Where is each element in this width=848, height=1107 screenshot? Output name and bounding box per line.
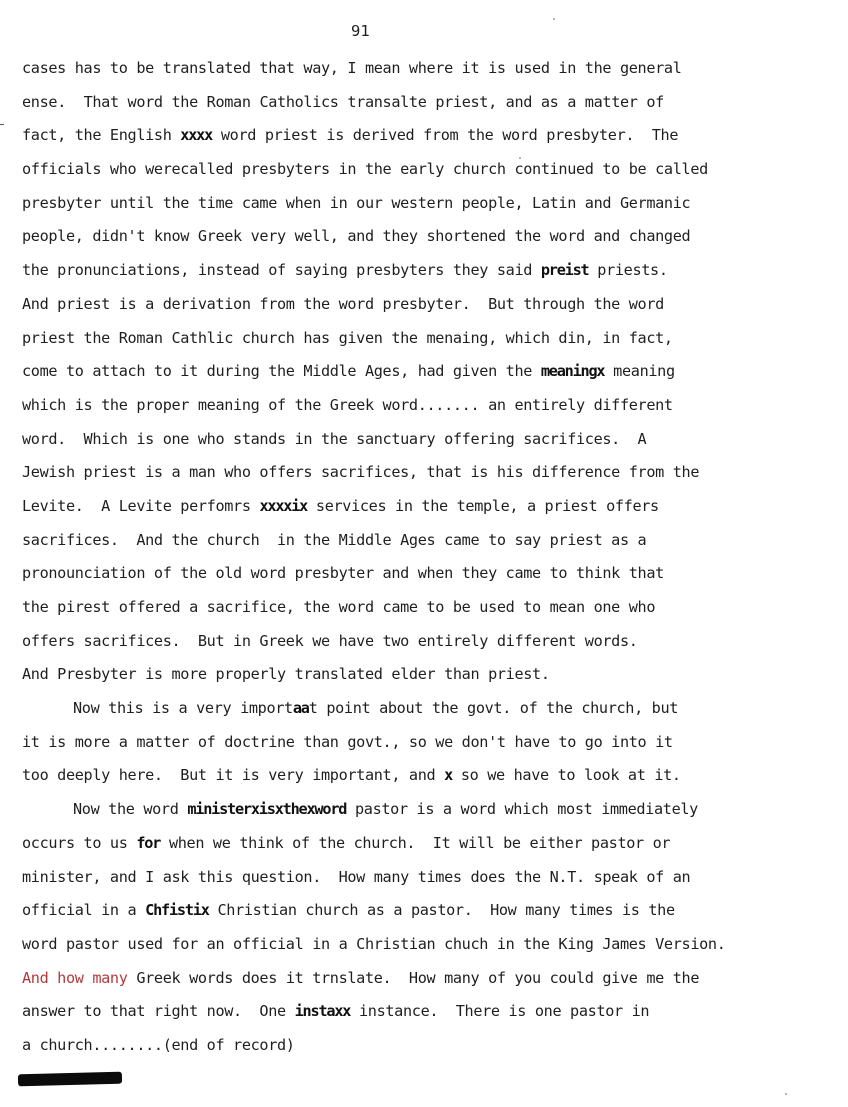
line-text: Christian church as a pastor. How many times is the <box>208 901 675 920</box>
line-text: the pirest offered a sacrifice, the word came to be used to mean one who <box>22 598 656 616</box>
line-text: services in the temple, a priest offers <box>307 496 659 515</box>
line-text: presbyter until the time came when in our western people, Latin and Germanic <box>22 193 691 212</box>
text-line <box>22 460 842 494</box>
line-text: minister, and I ask this question. How many times does the N.T. speak of an <box>22 867 691 886</box>
line-text: occurs to us <box>22 833 137 852</box>
line-text: t point about the govt. of the church, but <box>308 699 679 718</box>
line-text: sacrifices. And the church in the Middle Ages came to say priest as a <box>22 530 647 549</box>
text-line <box>22 359 842 393</box>
text-line <box>22 494 842 528</box>
text-line <box>22 831 842 865</box>
margin-mark <box>0 124 4 125</box>
text-line <box>22 292 842 326</box>
line-text: word priest is derived from the word presbyter. The <box>212 126 679 145</box>
line-text: a church........(end of record) <box>22 1035 295 1054</box>
line-text: officials who werecalled presbyters in the early church continued to be called <box>22 160 708 179</box>
overstruck-text: xxxx <box>180 126 213 145</box>
overstruck-text: xxxxix <box>259 496 308 515</box>
line-text: And how many <box>22 968 128 987</box>
line-text: Now this is a very import <box>73 699 293 718</box>
line-text: fact, the English <box>22 126 181 145</box>
text-line <box>22 56 842 90</box>
text-line <box>22 393 842 427</box>
text-line <box>22 157 842 191</box>
line-text: official in a <box>22 901 146 920</box>
redaction-mark <box>18 1072 122 1087</box>
overstruck-text: preist <box>540 261 589 280</box>
line-text: priests. <box>588 261 668 280</box>
paper-speck <box>785 1093 787 1095</box>
paper-speck <box>519 157 521 159</box>
text-line <box>22 797 842 831</box>
text-line <box>22 629 842 663</box>
overstruck-text: Chfistix <box>145 901 209 920</box>
page-number: 91 <box>351 22 370 40</box>
line-text: cases has to be translated that way, I mean where it is used in the general <box>22 59 682 77</box>
line-text: answer to that right now. One <box>22 1002 295 1021</box>
line-text: it is more a matter of doctrine than govt., so we don't have to go into it <box>22 732 673 751</box>
line-text: word pastor used for an official in a Christian chuch in the King James Version. <box>22 934 726 953</box>
overstruck-text: instaxx <box>294 1002 351 1021</box>
line-text: pastor is a word which most immediately <box>346 800 698 819</box>
overstruck-text: ministerxisxthexword <box>187 800 347 819</box>
text-line <box>22 999 842 1033</box>
text-line <box>22 865 842 899</box>
text-line <box>22 224 842 258</box>
text-line <box>22 427 842 461</box>
line-text: Jewish priest is a man who offers sacrifices, that is his difference from the <box>22 463 700 482</box>
text-line <box>22 966 842 1000</box>
line-text: word. Which is one who stands in the sanctuary offering sacrifices. A <box>22 429 647 448</box>
line-text: . That word the Roman Catholics transalte priest, and as a matter of <box>57 92 664 111</box>
line-text: the pronunciations, instead of saying presbyters they said <box>22 261 541 280</box>
line-text: Levite. A Levite perfomrs <box>22 496 260 515</box>
line-text: meaning <box>604 362 675 381</box>
text-line <box>22 258 842 292</box>
line-text: offers sacrifices. But in Greek we have two entirely different words. <box>22 631 638 650</box>
line-text: pronounciation of the old word presbyter and when they came to think that <box>22 564 664 583</box>
text-line <box>22 191 842 225</box>
text-line <box>22 898 842 932</box>
line-text: come to attach to it during the Middle Ages, had given the <box>22 362 541 381</box>
line-text: Now the word <box>73 800 188 819</box>
document-body <box>22 56 842 1067</box>
text-line <box>22 561 842 595</box>
text-line <box>22 326 842 360</box>
overstruck-text: aa <box>292 699 309 718</box>
line-text: ense <box>22 92 58 111</box>
paper-speck <box>553 18 555 20</box>
overstruck-text: meaningx <box>540 362 605 381</box>
text-line <box>22 1033 842 1067</box>
text-line <box>22 662 842 696</box>
line-text: And Presbyter is more properly translated elder than priest. <box>22 665 550 684</box>
text-line <box>22 123 842 157</box>
line-text: Greek words does it trnslate. How many of you could give me the <box>127 968 700 987</box>
text-line <box>22 932 842 966</box>
text-line <box>22 763 842 797</box>
line-text: which is the proper meaning of the Greek word....... an entirely different <box>22 395 673 414</box>
overstruck-text: for <box>136 833 161 852</box>
overstruck-text: x <box>444 766 453 785</box>
line-text: when we think of the church. It will be either pastor or <box>160 833 671 852</box>
text-line <box>22 730 842 764</box>
text-line <box>22 90 842 124</box>
line-text: so we have to look at it. <box>452 766 681 785</box>
line-text: priest the Roman Cathlic church has given the menaing, which din, in fact, <box>22 328 673 347</box>
text-line <box>22 595 842 629</box>
text-line <box>22 696 842 730</box>
text-line <box>22 528 842 562</box>
line-text: too deeply here. But it is very important, and <box>22 766 445 785</box>
line-text: people, didn't know Greek very well, and they shortened the word and changed <box>22 227 691 246</box>
line-text: instance. There is one pastor in <box>350 1002 650 1021</box>
line-text: And priest is a derivation from the word presbyter. But through the word <box>22 294 664 313</box>
